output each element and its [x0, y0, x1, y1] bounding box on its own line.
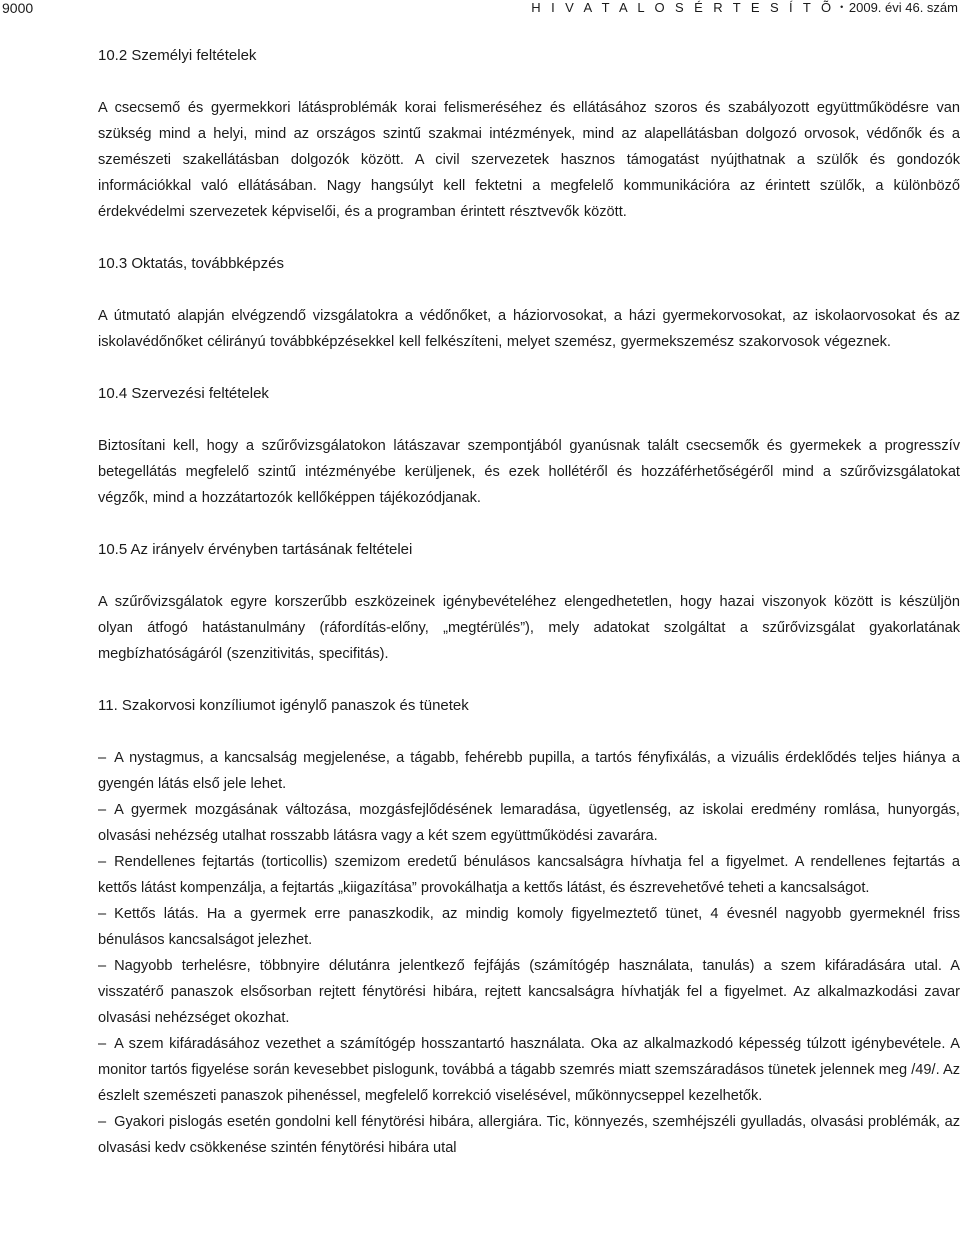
- running-head: [531, 0, 958, 15]
- dash-marker: –: [98, 802, 107, 818]
- dash-marker: –: [98, 750, 107, 766]
- section-heading-10-3: 10.3 Oktatás, továbbképzés: [98, 255, 284, 272]
- issue-label: 2009. évi 46. szám: [848, 0, 958, 15]
- symptom-list: [98, 745, 960, 1161]
- section-heading-11: 11. Szakorvosi konzíliumot igénylő panaszok és tünetek: [98, 697, 469, 714]
- list-item-text: A szem kifáradásához vezethet a számítógép hosszantartó használata. Oka az alkalmazkodó képesség túlzott igénybevétele. A monitor tartós figyelése során kevesebbet pislogunk, továbbá a tágabb szemrés miatt szemszáradásos tünetek jelennek meg /49/. Az észlelt szemészeti panaszok pihenéssel, megfelelő korrekció viselésével, műkönnycseppel kezelhetők.: [98, 1036, 960, 1104]
- page-number: 9000: [2, 0, 34, 16]
- list-item: [98, 1031, 960, 1109]
- list-item-text: A gyermek mozgásának változása, mozgásfejlődésének lemaradása, ügyetlenség, az iskolai eredmény romlása, hunyorgás, olvasási nehézség utalhat rosszabb látásra vagy a két szem együttműködési zavarára.: [98, 802, 960, 844]
- list-item-text: Nagyobb terhelésre, többnyire délutánra jelentkező fejfájás (számítógép használata, tanulás) a szem kifáradására utal. A visszatérő panaszok elsősorban rejtett fénytörési hibára, rejtett kancsalságra hívhatják fel a figyelmet. Az alkalmazkodási zavar olvasási nehézséget okozhat.: [98, 958, 960, 1026]
- page-header: [0, 0, 960, 20]
- page-content: [98, 43, 960, 1161]
- list-item: [98, 1109, 960, 1161]
- dash-marker: –: [98, 906, 107, 922]
- dash-marker: –: [98, 854, 107, 870]
- list-item: [98, 849, 960, 901]
- dash-marker: –: [98, 1036, 107, 1052]
- list-item: [98, 953, 960, 1031]
- list-item: [98, 797, 960, 849]
- publication-title: H I V A T A L O S É R T E S Í T Õ: [531, 0, 835, 15]
- section-paragraph-10-3: A útmutató alapján elvégzendő vizsgálatokra a védőnőket, a háziorvosokat, a házi gyermekorvosokat, az iskolaorvosokat és az iskolavédőnőket célirányú továbbképzésekkel kell felkészíteni, melyet szemész, gyermekszemész szakorvosok végeznek.: [98, 308, 960, 350]
- list-item: [98, 901, 960, 953]
- section-paragraph-10-2: A csecsemő és gyermekkori látásproblémák korai felismeréséhez és ellátásához szoros és szabályozott együttműködésre van szükség mind a helyi, mind az országos szintű szakmai intézmények, mind az alapellátásban dolgozó orvosok, védőnők és a szemészeti szakellátásban dolgozók között. A civil szervezetek hasznos támogatást nyújthatnak a szülők és gondozók információkkal való ellátásában. Nagy hangsúlyt kell fektetni a megfelelő kommunikációra az érintett szülők, a különböző érdekvédelmi szervezetek képviselői, és a programban érintett résztvevők között.: [98, 100, 960, 220]
- dash-marker: –: [98, 958, 107, 974]
- section-heading-10-2: 10.2 Személyi feltételek: [98, 47, 257, 64]
- list-item-text: Rendellenes fejtartás (torticollis) szemizom eredetű bénulásos kancsalságra hívhatja fel a figyelmet. A rendellenes fejtartás a kettős látást kompenzálja, a fejtartás „kiigazítása” provokálhatja a kettős látást, és észrevehetővé teheti a kancsalságot.: [98, 854, 960, 896]
- dash-marker: –: [98, 1114, 107, 1130]
- section-heading-10-5: 10.5 Az irányelv érvényben tartásának feltételei: [98, 541, 413, 558]
- section-heading-10-4: 10.4 Szervezési feltételek: [98, 385, 269, 402]
- bullet-separator: •: [840, 2, 844, 12]
- list-item-text: Gyakori pislogás esetén gondolni kell fénytörési hibára, allergiára. Tic, könnyezés, szemhéjszéli gyulladás, olvasási problémák, az olvasási kedv csökkenése szintén fénytörési hibára utal: [98, 1114, 960, 1156]
- list-item-text: A nystagmus, a kancsalság megjelenése, a tágabb, fehérebb pupilla, a tartós fényfixálás, a vizuális érdeklődés teljes hiánya a gyengén látás első jele lehet.: [98, 750, 960, 792]
- list-item-text: Kettős látás. Ha a gyermek erre panaszkodik, az mindig komoly figyelmeztető tünet, 4 évesnél nagyobb gyermeknél friss bénulásos kancsalságot jelezhet.: [98, 906, 960, 948]
- section-paragraph-10-4: Biztosítani kell, hogy a szűrővizsgálatokon látászavar szempontjából gyanúsnak talált csecsemők és gyermekek a progresszív betegellátás megfelelő szintű intézményébe kerüljenek, és ezek hollétéről és hozzáférhetőségéről mind a szűrővizsgálatokat végzők, mind a hozzátartozók kellőképpen tájékozódjanak.: [98, 438, 960, 506]
- list-item: [98, 745, 960, 797]
- section-paragraph-10-5: A szűrővizsgálatok egyre korszerűbb eszközeinek igénybevételéhez elengedhetetlen, hogy hazai viszonyok között is készüljön olyan átfogó hatástanulmány (ráfordítás-előny, „megtérülés”), mely adatokat szolgáltat a szűrővizsgálat gyakorlatának megbízhatóságáról (szenzitivitás, specifitás).: [98, 594, 960, 662]
